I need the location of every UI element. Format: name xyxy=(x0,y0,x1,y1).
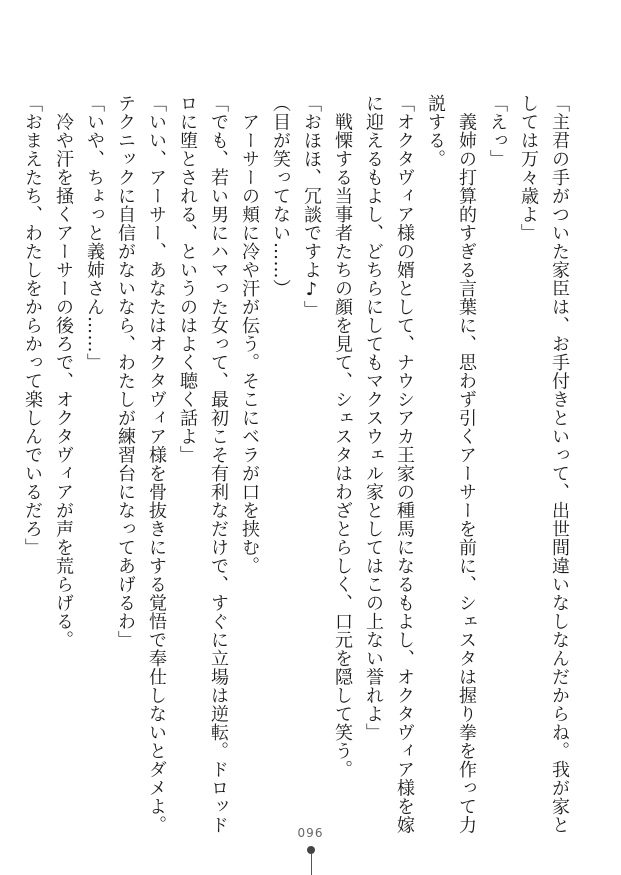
text-line: 「おまえたち、わたしをからかって楽しんでいるだろ」 xyxy=(22,94,43,557)
text-line: 「おほほ、冗談ですよ♪」 xyxy=(301,94,322,319)
text-line: 「いい、アーサー、あなたはオクタヴィア様を骨抜きにする覚悟で奉仕しないとダメよ。 xyxy=(146,94,167,834)
text-line: 戦慄する当事者たちの顔を見て、シェスタはわざとらしく、口元を隠して笑う。 xyxy=(332,94,353,779)
text-line: ロに堕とされる、というのはよく聴く話よ」 xyxy=(177,94,198,464)
text-line: 義姉の打算的すぎる言葉に、思わず引くアーサーを前に、シェスタは握り拳を作って力 xyxy=(456,94,477,834)
text-line: （目が笑ってない……） xyxy=(270,94,291,298)
page-number: 096 xyxy=(297,826,324,840)
text-line: しては万々歳よ」 xyxy=(518,94,539,242)
text-line: 冷や汗を掻くアーサーの後ろで、オクタヴィアが声を荒らげる。 xyxy=(53,94,74,649)
text-line: 「えっ」 xyxy=(487,94,508,168)
text-line: 説する。 xyxy=(425,94,446,168)
text-line: 「いや、ちょっと義姉さん……」 xyxy=(84,94,105,372)
text-line: 「オクタヴィア様の婿として、ナウシアカ王家の種馬になるもよし、オクタヴィア様を嫁 xyxy=(394,94,415,834)
folio-stem xyxy=(311,854,312,875)
text-line: に迎えるもよし、どちらにしてもマクスウェル家としてはこの上ない誉れよ」 xyxy=(363,94,384,742)
text-line: 「でも、若い男にハマった女って、最初こそ有利なだけで、すぐに立場は逆転。ドロッド xyxy=(208,94,229,834)
text-line: 「主君の手がついた家臣は、お手付きといって、出世間違いなしなんだからね。我が家と xyxy=(549,94,570,834)
folio-ornament-icon xyxy=(307,846,315,875)
text-line: テクニックに自信がないなら、わたしが練習台になってあげるわ」 xyxy=(115,94,136,649)
folio-dot xyxy=(307,846,315,854)
text-line: アーサーの頬に冷や汗が伝う。そこにベラが口を挟む。 xyxy=(239,94,260,575)
